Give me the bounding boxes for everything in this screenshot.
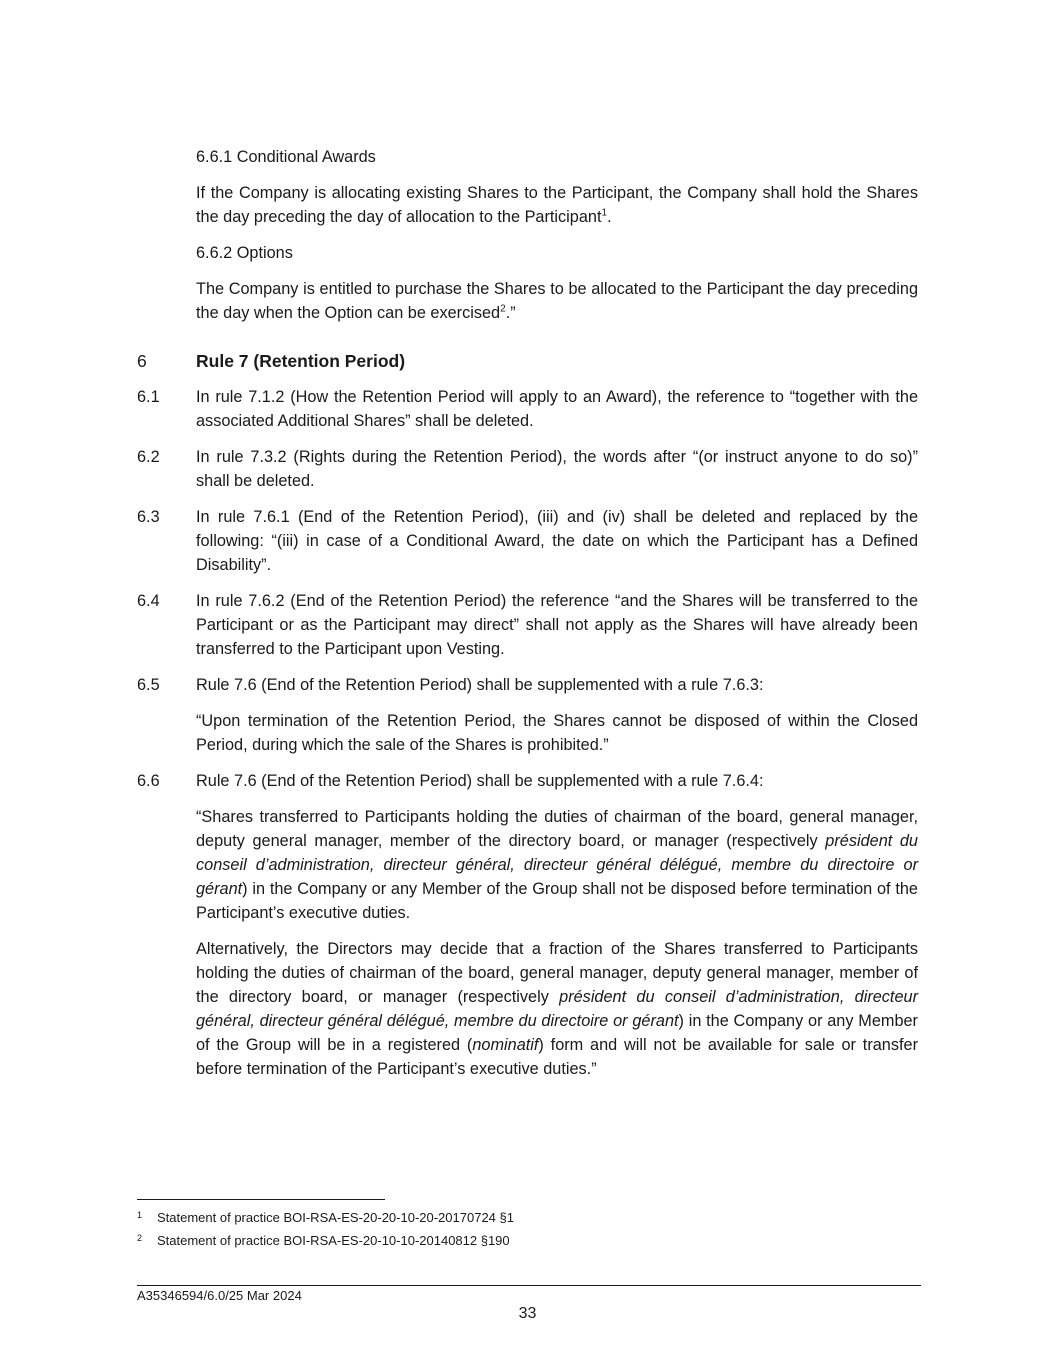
item-number: 6.1	[137, 388, 160, 406]
paragraph-text: If the Company is allocating existing Shares to the Participant, the Company shall hold the Shares the day preceding the day of allocation to the Participant	[196, 184, 918, 226]
list-item	[137, 445, 918, 493]
quoted-rule-7-6-4-paragraph-2	[196, 937, 918, 1081]
quote-text: ) in the Company or any Member of the Group shall not be disposed before termination of the Participant’s executive duties.	[196, 880, 918, 922]
quote-text: “Shares transferred to Participants holding the duties of chairman of the board, general manager, deputy general manager, member of the directory board, or manager (respectively	[196, 808, 918, 850]
item-number: 6.5	[137, 676, 160, 694]
paragraph-text: The Company is entitled to purchase the Shares to be allocated to the Participant the day preceding the day when the Option can be exercised	[196, 280, 918, 322]
list-item	[137, 769, 918, 793]
section-title: Rule 7 (Retention Period)	[196, 351, 406, 371]
paragraph-6-6-2	[196, 277, 918, 325]
footnote-mark: 2	[137, 1233, 143, 1243]
item-text: In rule 7.6.1 (End of the Retention Period), (iii) and (iv) shall be deleted and replaced by the following: “(iii) in case of a Conditional Award, the date on which the Participant has a Defined Disability”.	[196, 508, 918, 574]
quote-french-terms: président du conseil d’administration, directeur général, directeur général délégué, membre du directoire or gérant	[196, 832, 918, 898]
paragraph-text-end: .	[607, 208, 612, 226]
quote-text: ) form and will not be available for sale or transfer before termination of the Participant’s executive duties.”	[196, 1036, 918, 1078]
quote-french-terms: président du conseil d’administration, directeur général, directeur général délégué, membre du directoire or gérant	[196, 988, 918, 1030]
footnote-separator	[137, 1199, 385, 1200]
footnote-text: Statement of practice BOI-RSA-ES-20-20-10-20-20170724 §1	[157, 1210, 514, 1225]
item-text: In rule 7.6.2 (End of the Retention Period) the reference “and the Shares will be transferred to the Participant or as the Participant may direct” shall not apply as the Shares will have already been transferred to the Participant upon Vesting.	[196, 592, 918, 658]
item-text: In rule 7.3.2 (Rights during the Retention Period), the words after “(or instruct anyone to do so)” shall be deleted.	[196, 448, 918, 490]
item-text: Rule 7.6 (End of the Retention Period) shall be supplemented with a rule 7.6.4:	[196, 772, 764, 790]
footnote-reference[interactable]: 1	[601, 207, 608, 219]
quote-text: ) in the Company or any Member of the Group will be in a registered (	[196, 1012, 918, 1054]
list-item	[137, 589, 918, 661]
quote-text: Alternatively, the Directors may decide that a fraction of the Shares transferred to Participants holding the duties of chairman of the board, general manager, deputy general manager, member of the directory board, or manager (respectively	[196, 940, 918, 1006]
document-body	[137, 145, 918, 1093]
footnotes	[137, 1208, 918, 1254]
list-item	[137, 385, 918, 433]
section-heading	[137, 349, 918, 373]
item-number: 6.2	[137, 448, 160, 466]
footnote-mark: 1	[137, 1210, 143, 1220]
item-text: In rule 7.1.2 (How the Retention Period will apply to an Award), the reference to “together with the associated Additional Shares” shall be deleted.	[196, 388, 918, 430]
quote-french-term: nominatif	[472, 1036, 539, 1054]
list-item	[137, 673, 918, 697]
list-item	[137, 505, 918, 577]
page-number: 33	[518, 1305, 537, 1322]
item-number: 6.3	[137, 508, 160, 526]
document-reference: A35346594/6.0/25 Mar 2024	[137, 1288, 302, 1303]
paragraph-6-6-1	[196, 181, 918, 229]
paragraph-text-end: .”	[505, 304, 516, 322]
footnote-item	[137, 1208, 918, 1228]
section-number: 6	[137, 351, 147, 371]
quoted-rule-7-6-4-paragraph-1	[196, 805, 918, 925]
footer-separator	[137, 1285, 921, 1286]
item-number: 6.6	[137, 772, 160, 790]
subsection-heading-6-6-2: 6.6.2 Options	[196, 244, 293, 262]
footnote-item	[137, 1231, 918, 1251]
footnote-reference[interactable]: 2	[500, 303, 506, 315]
item-text: Rule 7.6 (End of the Retention Period) shall be supplemented with a rule 7.6.3:	[196, 676, 764, 694]
footnote-text: Statement of practice BOI-RSA-ES-20-10-10-20140812 §190	[157, 1233, 510, 1248]
item-number: 6.4	[137, 592, 160, 610]
subsection-heading-6-6-1: 6.6.1 Conditional Awards	[196, 148, 376, 166]
quoted-rule-7-6-3: “Upon termination of the Retention Period, the Shares cannot be disposed of within the Closed Period, during which the sale of the Shares is prohibited.”	[196, 712, 918, 754]
